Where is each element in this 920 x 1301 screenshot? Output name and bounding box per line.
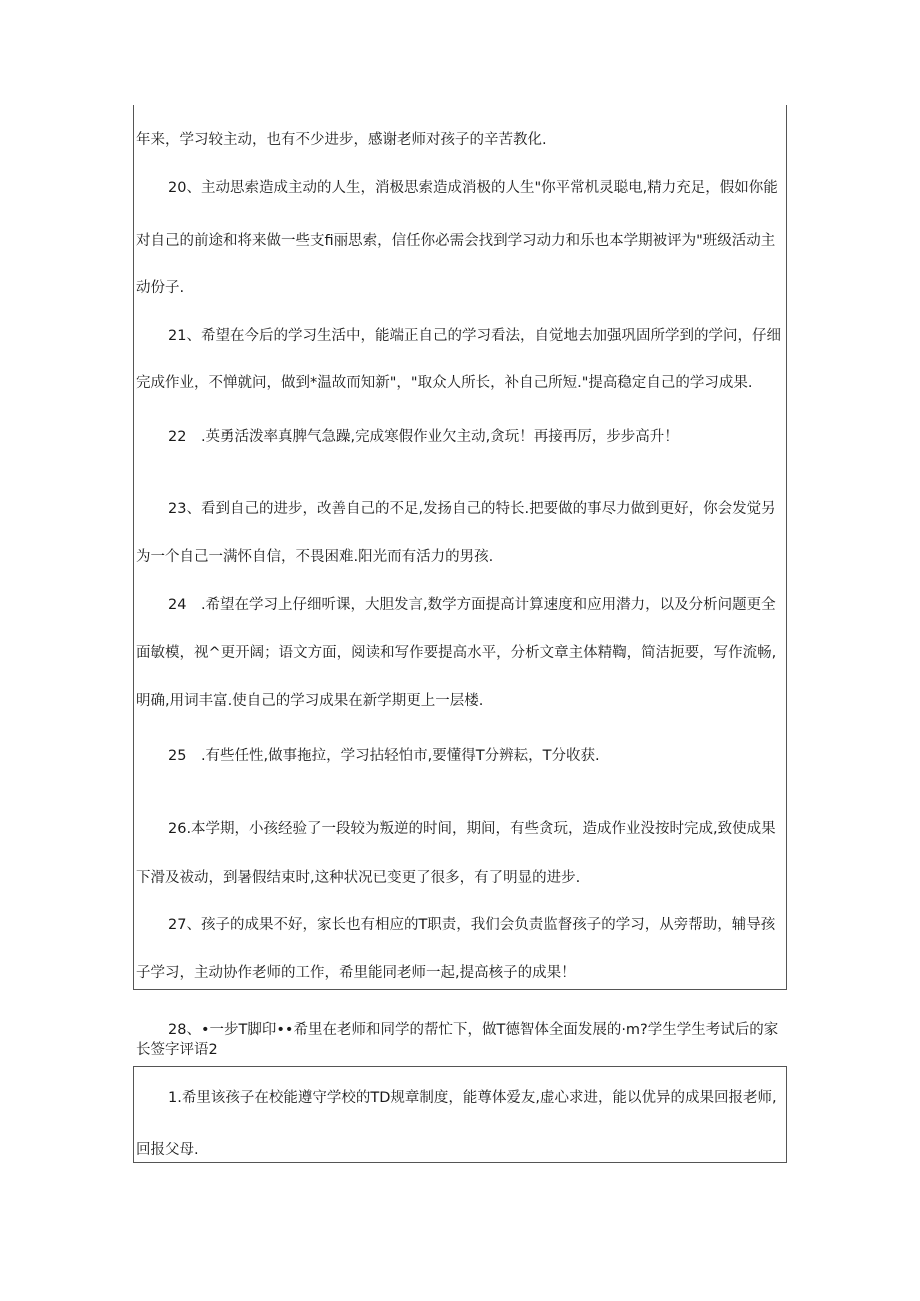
- text-line: 27、孩子的成果不好，家长也有相应的T职责，我们会负责监督孩子的学习，从旁帮助，辅导孩: [168, 917, 776, 933]
- text-line: 动份子.: [136, 280, 185, 296]
- text-line: 明确,用词丰富.使自己的学习成果在新学期更上一层楼.: [136, 693, 484, 709]
- text-line: 21、希望在今后的学习生活中，能端正自己的学习看法，自觉地去加强巩固所学到的学问，仔细: [168, 328, 781, 344]
- text-line: 对自己的前途和将来做一些支fi丽思索，信任你必需会找到学习动力和乐也本学期被评为"班级活动主: [136, 233, 776, 249]
- text-line: 23、看到自己的进步，改善自己的不足,发扬自己的特长.把要做的事尽力做到更好，你会发觉另: [168, 501, 776, 517]
- text-line: 22 .英勇活泼率真脾气急躁,完成寒假作业欠主动,贪玩！再接再厉，步步高升！: [168, 429, 679, 445]
- text-line: 20、主动思索造成主动的人生，消极思索造成消极的人生"你平常机灵聪电,精力充足，假如你能: [168, 180, 778, 196]
- section-heading-line-1: 28、•一步T脚印••希里在老师和同学的帮忙下，做T德智体全面发展的·m?学生学生考试后的家: [168, 1022, 779, 1038]
- text-line: 年来，学习较主动，也有不少进步，感谢老师对孩子的辛苦教化.: [136, 132, 547, 148]
- text-line: 面敏模，视^更开阔；语文方面，阅读和写作要提高水平，分析文章主体精鞫，简洁扼要，写作流畅,: [136, 645, 777, 661]
- text-line: 26.本学期，小孩经验了一段较为叛逆的时间，期间，有些贪玩，造成作业没按时完成,致使成果: [168, 821, 776, 837]
- section-heading-line-2: 长签字评语2: [136, 1042, 218, 1058]
- text-line: 完成作业，不惮就问，做到*温故而知新"，"取众人所长，补自己所短."提高稳定自己的学习成果.: [136, 375, 753, 391]
- text-line: 25 .有些任性,做事拖拉，学习拈轻怕市,要懂得T分辨耘，T分收获.: [168, 748, 600, 764]
- text-line: 1.希里该孩子在校能遵守学校的TD规章制度，能尊体爱友,虚心求进，能以优异的成果回报老师,: [168, 1090, 777, 1106]
- text-line: 下滑及祓动，到暑假结束时,这种状况已变更了很多，有了明显的进步.: [136, 870, 581, 886]
- text-line: 子学习，主动协作老师的工作，希里能同老师一起,提高核子的成果！: [136, 965, 576, 981]
- text-line: 回报父母.: [136, 1142, 199, 1158]
- text-line: 为一个自己一满怀自信，不畏困难.阳光而有活力的男孩.: [136, 549, 494, 565]
- text-line: 24 .希望在学习上仔细听课，大胆发言,数学方面提高计算速度和应用潜力，以及分析问题更全: [168, 597, 776, 613]
